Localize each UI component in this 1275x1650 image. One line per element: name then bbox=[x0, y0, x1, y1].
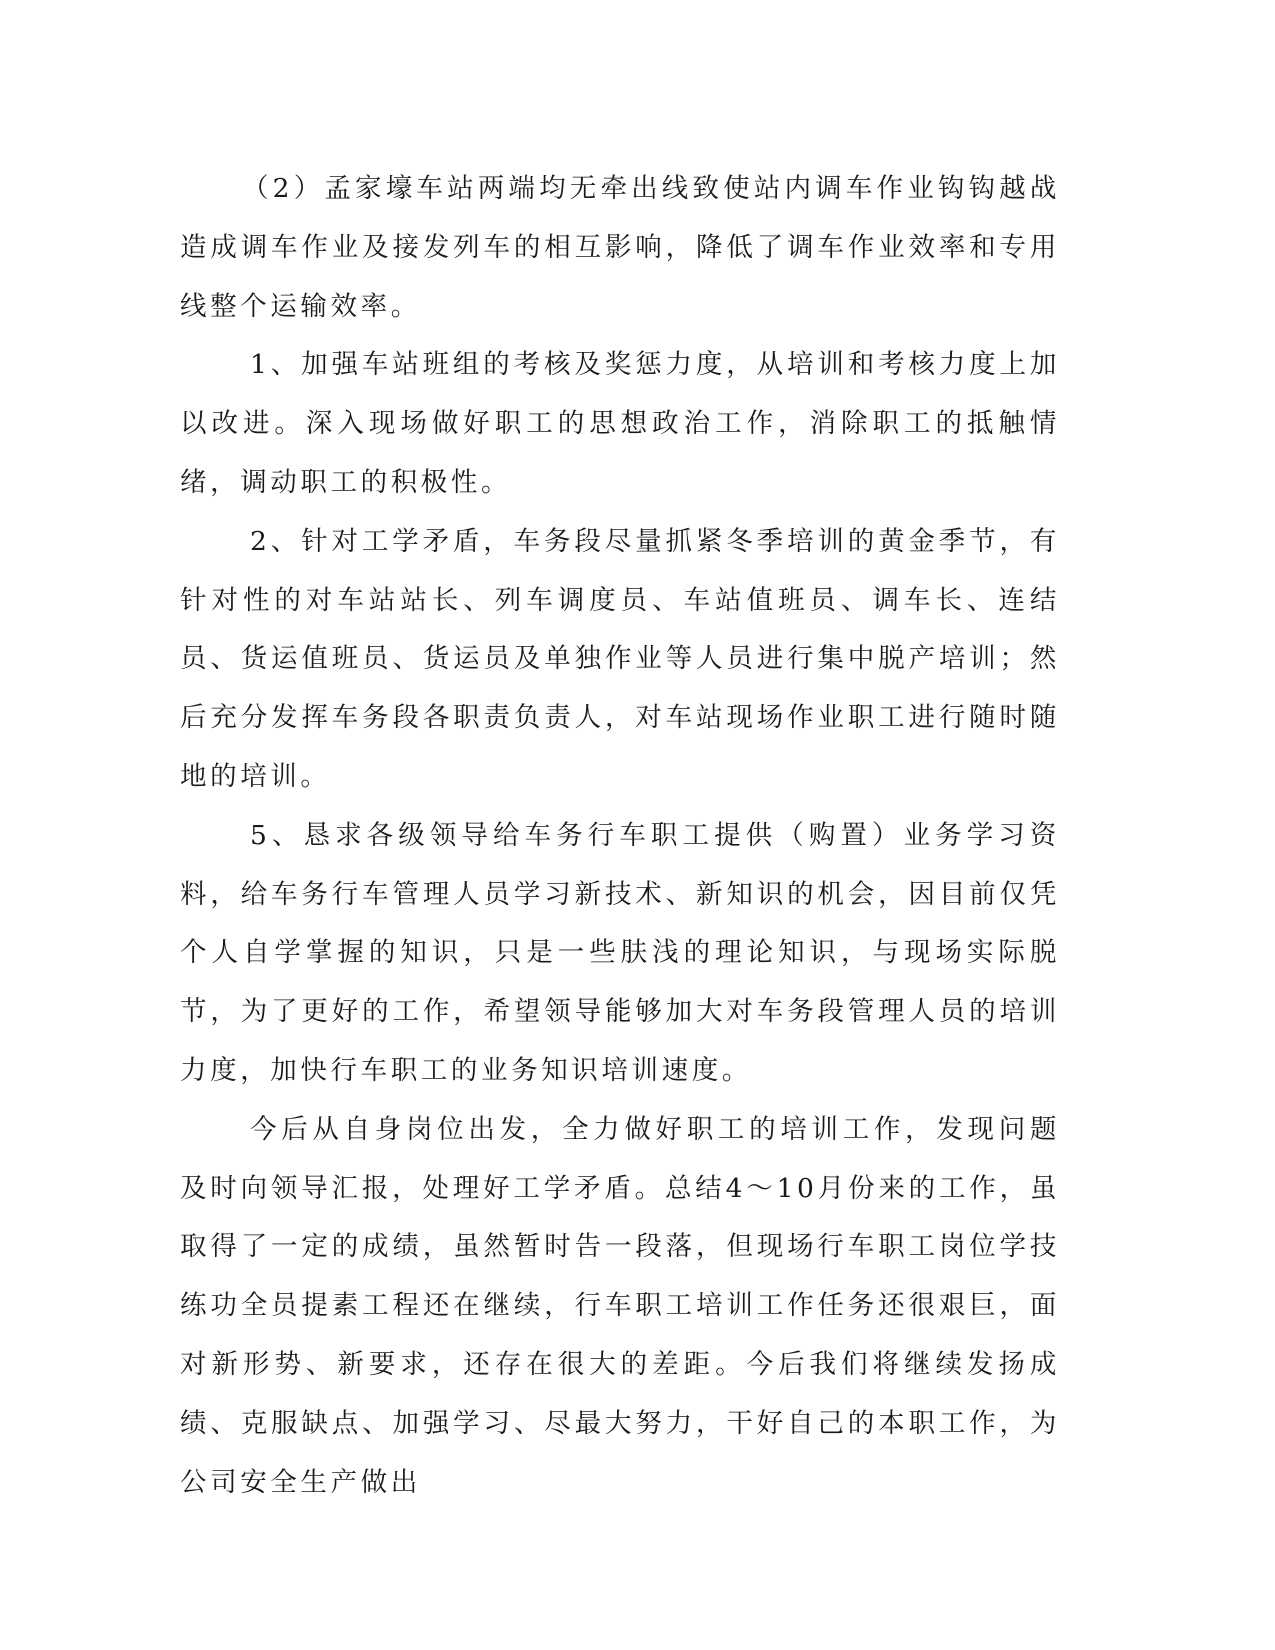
paragraph-measure-5: 5、恳求各级领导给车务行车职工提供（购置）业务学习资料，给车务行车管理人员学习新技术、新知识的机会，因目前仅凭个人自学掌握的知识，只是一些肤浅的理论知识，与现场实际脱节，为了更好的工作，希望领导能够加大对车务段管理人员的培训力度，加快行车职工的业务知识培训速度。 bbox=[180, 819, 1060, 1086]
document-body bbox=[180, 160, 1060, 1512]
paragraph-measure-1: 1、加强车站班组的考核及奖惩力度，从培训和考核力度上加以改进。深入现场做好职工的思想政治工作，消除职工的抵触情绪，调动职工的积极性。 bbox=[180, 349, 1060, 498]
paragraph-conclusion: 今后从自身岗位出发，全力做好职工的培训工作，发现问题及时向领导汇报，处理好工学矛盾。总结4～10月份来的工作，虽取得了一定的成绩，虽然暂时告一段落，但现场行车职工岗位学技练功全员提素工程还在继续，行车职工培训工作任务还很艰巨，面对新形势、新要求，还存在很大的差距。今后我们将继续发扬成绩、克服缺点、加强学习、尽最大努力，干好自己的本职工作，为公司安全生产做出 bbox=[180, 1113, 1060, 1498]
paragraph-measure-2: 2、针对工学矛盾，车务段尽量抓紧冬季培训的黄金季节，有针对性的对车站站长、列车调度员、车站值班员、调车长、连结员、货运值班员、货运员及单独作业等人员进行集中脱产培训；然后充分发挥车务段各职责负责人，对车站现场作业职工进行随时随地的培训。 bbox=[180, 525, 1060, 792]
paragraph-station-issue: （2）孟家壕车站两端均无牵出线致使站内调车作业钩钩越战造成调车作业及接发列车的相互影响，降低了调车作业效率和专用线整个运输效率。 bbox=[180, 173, 1060, 322]
